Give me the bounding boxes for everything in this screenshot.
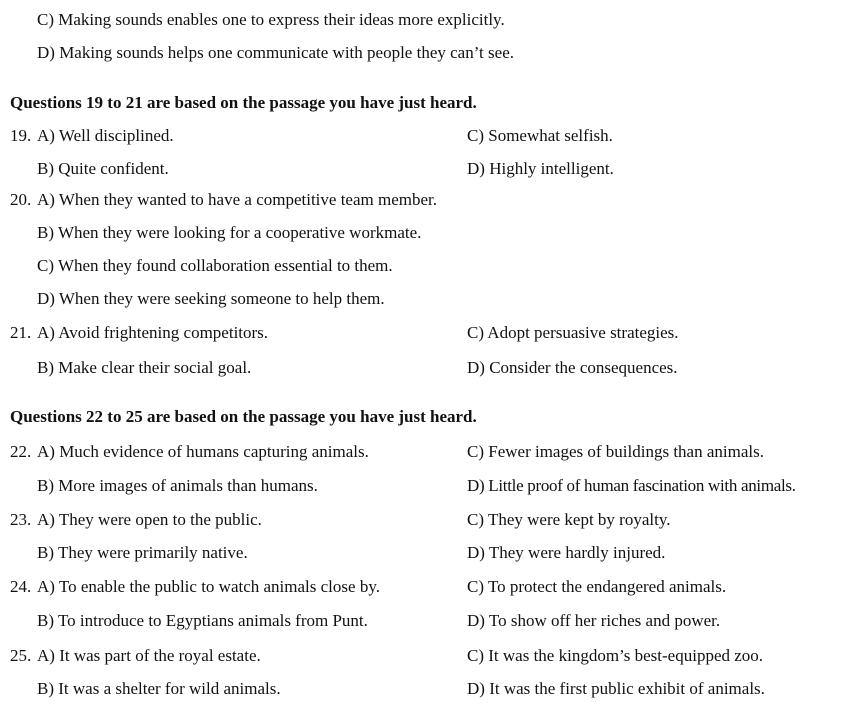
option-a: A) Well disciplined.	[37, 126, 174, 145]
option-a: A) To enable the public to watch animals close by.	[37, 577, 380, 596]
option-b: B) Make clear their social goal.	[37, 358, 252, 377]
option-c: C) Fewer images of buildings than animals.	[467, 442, 764, 461]
option-c: C) Adopt persuasive strategies.	[467, 323, 679, 342]
option-d: D) To show off her riches and power.	[467, 611, 721, 630]
question-number: 19.	[10, 126, 32, 145]
option-c: C) Somewhat selfish.	[467, 126, 613, 145]
option-a: A) They were open to the public.	[37, 510, 262, 529]
option-d: D) Making sounds helps one communicate with people they can’t see.	[37, 43, 514, 62]
option-d: D) It was the first public exhibit of animals.	[467, 679, 765, 698]
option-d: D) They were hardly injured.	[467, 543, 666, 562]
option-b: B) It was a shelter for wild animals.	[37, 679, 281, 698]
option-b: B) When they were looking for a cooperative workmate.	[37, 223, 422, 242]
section-heading: Questions 22 to 25 are based on the passage you have just heard.	[10, 407, 477, 426]
question-number: 23.	[10, 510, 32, 529]
option-b: B) They were primarily native.	[37, 543, 248, 562]
option-c: C) They were kept by royalty.	[467, 510, 671, 529]
question-number: 20.	[10, 190, 32, 209]
option-a: A) When they wanted to have a competitive team member.	[37, 190, 437, 209]
option-b: B) Quite confident.	[37, 159, 169, 178]
option-d: D) Little proof of human fascination with animals.	[467, 476, 796, 495]
option-d: D) When they were seeking someone to help them.	[37, 289, 385, 308]
option-c: C) It was the kingdom’s best-equipped zoo.	[467, 646, 764, 665]
option-b: B) More images of animals than humans.	[37, 476, 318, 495]
option-a: A) Much evidence of humans capturing animals.	[37, 442, 369, 461]
question-number: 24.	[10, 577, 32, 596]
option-a: A) Avoid frightening competitors.	[37, 323, 269, 342]
question-number: 25.	[10, 646, 32, 665]
option-a: A) It was part of the royal estate.	[37, 646, 261, 665]
option-d: D) Highly intelligent.	[467, 159, 614, 178]
question-number: 22.	[10, 442, 32, 461]
option-b: B) To introduce to Egyptians animals from Punt.	[37, 611, 368, 630]
option-c: C) When they found collaboration essential to them.	[37, 256, 393, 275]
option-d: D) Consider the consequences.	[467, 358, 678, 377]
section-heading: Questions 19 to 21 are based on the passage you have just heard.	[10, 93, 477, 112]
option-c: C) To protect the endangered animals.	[467, 577, 727, 596]
question-number: 21.	[10, 323, 32, 342]
option-c: C) Making sounds enables one to express their ideas more explicitly.	[37, 10, 505, 29]
